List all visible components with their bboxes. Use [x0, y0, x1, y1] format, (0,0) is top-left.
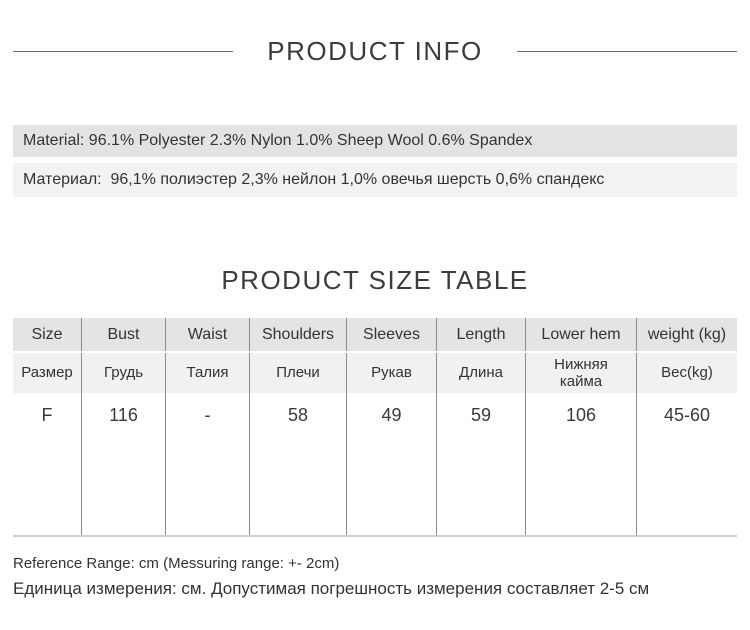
size-table-data-row	[13, 393, 737, 537]
value-lower-hem: 106	[526, 393, 637, 535]
size-table	[13, 318, 737, 537]
reference-range-note-en: Reference Range: cm (Messuring range: +- 2cm)	[13, 555, 340, 572]
footnotes	[13, 555, 737, 599]
title-right-line	[517, 51, 737, 52]
header-shoulders: Shoulders	[250, 318, 347, 351]
header-ru-weight: Вес(kg)	[637, 353, 737, 393]
header-bust: Bust	[82, 318, 166, 351]
value-shoulders: 58	[250, 393, 347, 535]
header-length: Length	[437, 318, 526, 351]
header-ru-lower-hem: Нижняя кайма	[526, 353, 637, 393]
header-ru-shoulders: Плечи	[250, 353, 347, 393]
header-ru-length: Длина	[437, 353, 526, 393]
value-waist: -	[166, 393, 250, 535]
value-size: F	[13, 393, 82, 535]
title-left-line	[13, 51, 233, 52]
header-sleeves: Sleeves	[347, 318, 437, 351]
header-ru-sleeves: Рукав	[347, 353, 437, 393]
material-bar-english: Material: 96.1% Polyester 2.3% Nylon 1.0% Sheep Wool 0.6% Spandex	[13, 125, 737, 157]
header-weight: weight (kg)	[637, 318, 737, 351]
size-table-header	[13, 265, 737, 295]
size-table-title: PRODUCT SIZE TABLE	[221, 264, 529, 295]
value-bust: 116	[82, 393, 166, 535]
value-length: 59	[437, 393, 526, 535]
size-table-header-row-en	[13, 318, 737, 351]
value-sleeves: 49	[347, 393, 437, 535]
reference-range-note-ru: Единица измерения: см. Допустимая погрешность измерения составляет 2-5 см	[13, 579, 650, 598]
header-lower-hem: Lower hem	[526, 318, 637, 351]
header-ru-size: Размер	[13, 353, 82, 393]
header-size: Size	[13, 318, 82, 351]
header-waist: Waist	[166, 318, 250, 351]
material-bar-russian: Материал: 96,1% полиэстер 2,3% нейлон 1,0% овечья шерсть 0,6% спандекс	[13, 163, 737, 197]
header-ru-bust: Грудь	[82, 353, 166, 393]
value-weight: 45-60	[637, 393, 737, 535]
product-info-header	[13, 36, 737, 66]
header-ru-waist: Талия	[166, 353, 250, 393]
size-table-header-row-ru	[13, 353, 737, 393]
product-info-title: PRODUCT INFO	[267, 35, 483, 66]
